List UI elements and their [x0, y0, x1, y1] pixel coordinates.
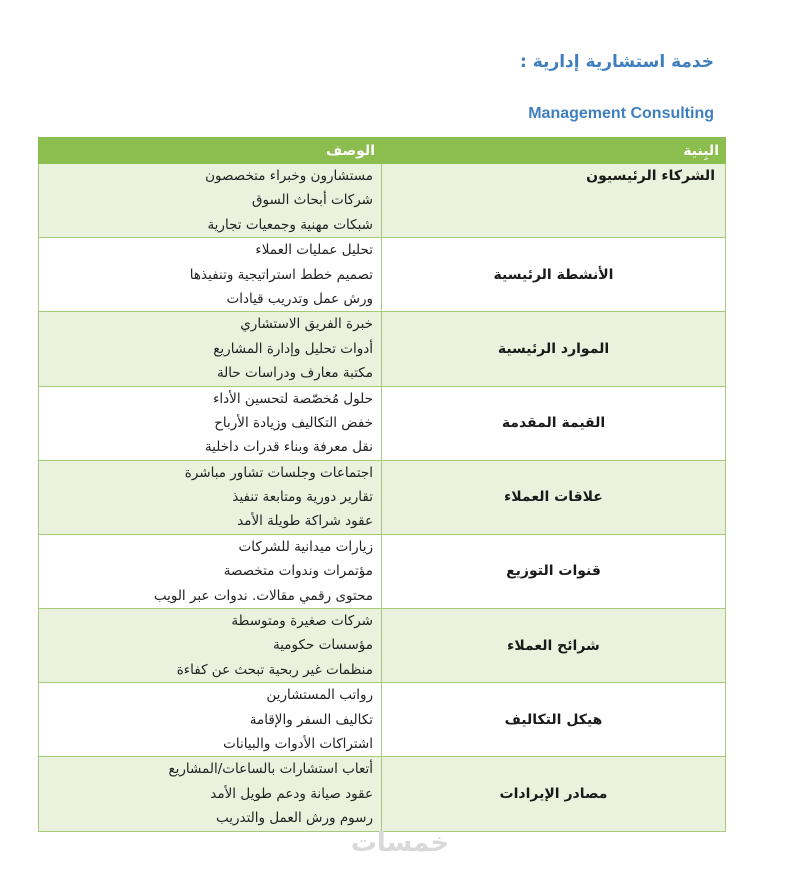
- description-item: رواتب المستشارين: [266, 687, 373, 704]
- description-item: تقارير دورية ومتابعة تنفيذ: [232, 489, 373, 506]
- description-item: مؤتمرات وندوات متخصصة: [223, 563, 373, 580]
- table-row: [39, 312, 726, 386]
- description-item: شبكات مهنية وجمعيات تجارية: [207, 216, 373, 233]
- block-description: [39, 609, 382, 683]
- description-item: تكاليف السفر والإقامة: [249, 711, 373, 728]
- description-item: مستشارون وخبراء متخصصون: [205, 168, 373, 184]
- description-item: أدوات تحليل وإدارة المشاريع: [213, 340, 373, 357]
- table-row: [39, 460, 726, 534]
- block-name: شرائح العملاء: [382, 609, 726, 683]
- description-item: مؤسسات حكومية: [273, 637, 373, 654]
- description-item: محتوى رقمي مقالات. ندوات عبر الويب: [153, 587, 373, 604]
- description-item: شركات صغيرة ومتوسطة: [231, 613, 373, 630]
- description-item: زيارات ميدانية للشركات: [238, 538, 373, 555]
- block-name: مصادر الإيرادات: [382, 757, 726, 831]
- description-item: تحليل عمليات العملاء: [255, 242, 373, 259]
- description-item: مكتبة معارف ودراسات حالة: [216, 365, 373, 382]
- description-item: حلول مُخصّصة لتحسين الأداء: [213, 390, 373, 407]
- description-item: عقود صيانة ودعم طويل الأمد: [210, 785, 373, 802]
- table-row: [39, 757, 726, 831]
- table-header-row: [39, 138, 726, 164]
- block-description: [39, 757, 382, 831]
- block-description: [39, 312, 382, 386]
- block-name: القيمة المقدمة: [382, 386, 726, 460]
- table-row: [39, 386, 726, 460]
- description-item: اجتماعات وجلسات تشاور مباشرة: [184, 464, 373, 481]
- block-name: الأنشطة الرئيسية: [382, 238, 726, 312]
- block-name: قنوات التوزيع: [382, 534, 726, 608]
- description-item: رسوم ورش العمل والتدريب: [215, 810, 373, 827]
- block-name: علاقات العملاء: [382, 460, 726, 534]
- page-title-arabic: خدمة استشارية إدارية :: [520, 52, 714, 72]
- description-item: أتعاب استشارات بالساعات/المشاريع: [168, 761, 373, 778]
- description-item: تصميم خطط استراتيجية وتنفيذها: [189, 266, 373, 283]
- description-item: عقود شراكة طويلة الأمد: [237, 513, 373, 530]
- block-description: [39, 238, 382, 312]
- block-description: [39, 460, 382, 534]
- table-row: [39, 238, 726, 312]
- page-title-english: Management Consulting: [528, 105, 714, 122]
- block-description: [39, 683, 382, 757]
- block-description: [39, 386, 382, 460]
- block-name: هيكل التكاليف: [382, 683, 726, 757]
- table-row: [39, 683, 726, 757]
- description-item: شركات أبحاث السوق: [252, 192, 373, 209]
- block-description: [39, 534, 382, 608]
- header-description: الوصف: [39, 138, 382, 164]
- block-name: الموارد الرئيسية: [382, 312, 726, 386]
- description-item: منظمات غير ربحية تبحث عن كفاءة: [176, 661, 373, 678]
- description-item: خفض التكاليف وزيادة الأرباح: [214, 414, 373, 431]
- table-row: [39, 534, 726, 608]
- description-item: ورش عمل وتدريب قيادات: [226, 290, 373, 307]
- block-name: الشركاء الرئيسيون: [382, 164, 726, 238]
- block-description: [39, 164, 382, 238]
- description-item: اشتراكات الأدوات والبيانات: [223, 735, 373, 752]
- business-model-table: [38, 137, 726, 832]
- table-row: [39, 164, 726, 238]
- table-row: [39, 609, 726, 683]
- watermark-logo: خمسات: [350, 828, 450, 858]
- description-item: نقل معرفة وبناء قدرات داخلية: [204, 439, 373, 456]
- header-block: البِنية: [382, 138, 726, 164]
- description-item: خبرة الفريق الاستشاري: [240, 316, 373, 333]
